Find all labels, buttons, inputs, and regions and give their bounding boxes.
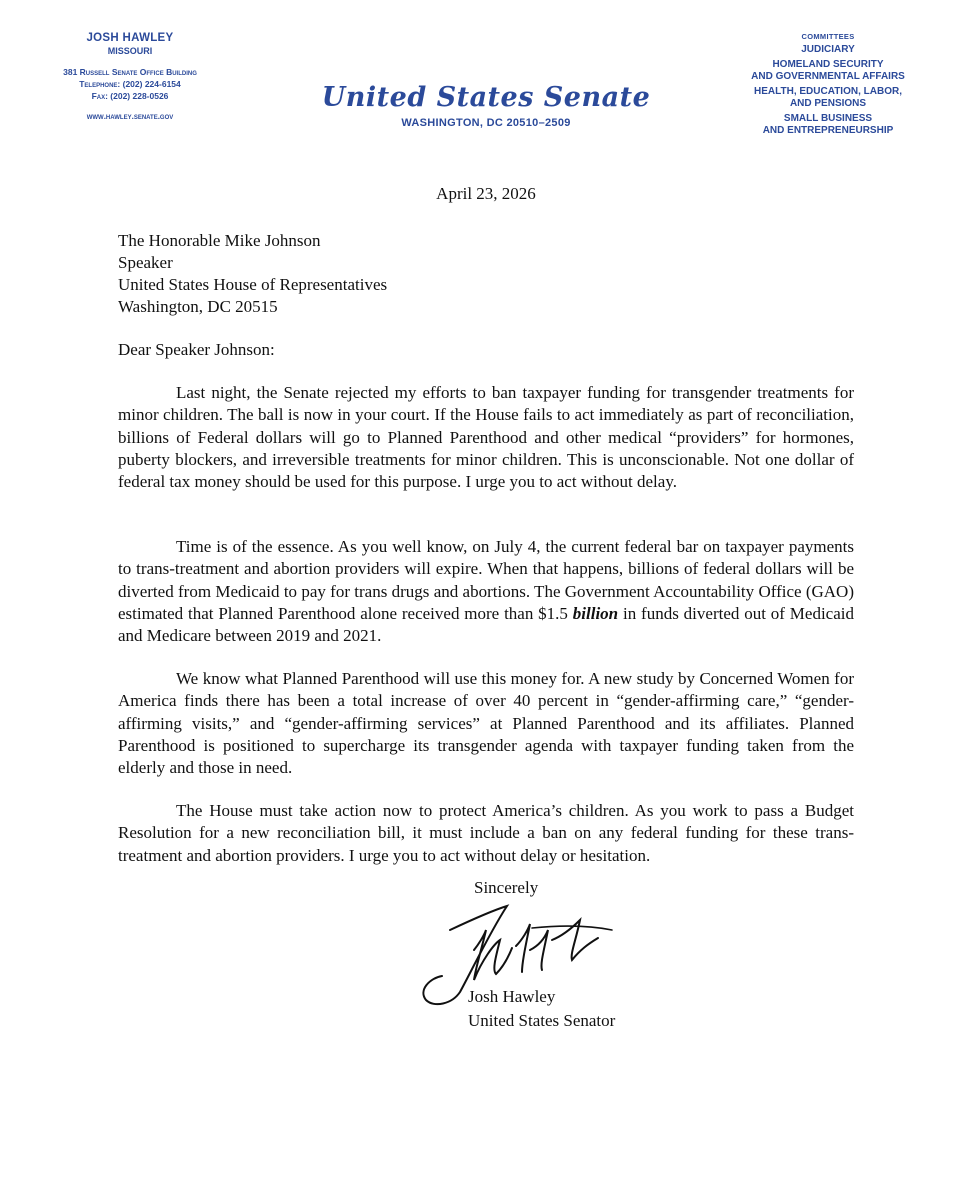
recipient-organization: United States House of Representatives xyxy=(118,275,388,294)
paragraph-4: The House must take action now to protect America’s children. As you work to pass a Budget Resolution for a new reconciliation bill, it must include a ban on any federal funding for these trans-treatment and abortion providers. I urge you to act without delay or hesitation. xyxy=(118,801,854,865)
signer-block xyxy=(468,985,615,1033)
office-website: www.hawley.senate.gov xyxy=(86,112,174,121)
senator-letterhead xyxy=(30,32,230,121)
paragraph-3: We know what Planned Parenthood will use this money for. A new study by Concerned Women for America finds there has been a total increase of over 40 percent in “gender-affirming care,” “gender-affirming visits,” and “gender-affirming services” at Planned Parenthood and its affiliates. Planned Parenthood is positioned to supercharge its transgender agenda with taxpayer funding taken from the elderly and those in need. xyxy=(118,669,854,778)
recipient-name: The Honorable Mike Johnson xyxy=(118,231,321,250)
recipient-title: Speaker xyxy=(118,253,173,272)
paragraph-1: Last night, the Senate rejected my efforts to ban taxpayer funding for transgender treatments for minor children. The ball is now in your court. If the House fails to act immediately as part of reconciliation, billions of Federal dollars will go to Planned Parenthood and other medical “providers” for hormones, puberty blockers, and irreversible treatments for minor children. This is unconscionable. Not one dollar of federal tax money should be used for this purpose. I urge you to act without delay. xyxy=(118,383,854,492)
signer-name: Josh Hawley xyxy=(468,987,556,1006)
recipient-address xyxy=(118,230,387,318)
signoff: Sincerely xyxy=(474,878,539,897)
office-address: 381 Russell Senate Office Building xyxy=(63,67,197,77)
letter-date: April 23, 2026 xyxy=(436,184,536,203)
paragraph-2-text-b: in funds diverted out of Medicaid and Medicare between 2019 and 2021. xyxy=(118,603,854,646)
paragraph-2 xyxy=(118,536,854,647)
recipient-city: Washington, DC 20515 xyxy=(118,297,278,316)
committee-homeland-security: HOMELAND SECURITY AND GOVERNMENTAL AFFAIRS xyxy=(751,59,905,82)
senator-state: MISSOURI xyxy=(107,46,153,56)
committees-label: COMMITTEES xyxy=(801,32,855,41)
signer-title: United States Senator xyxy=(468,1011,616,1030)
office-fax: Fax: (202) 228-0526 xyxy=(91,91,169,101)
salutation: Dear Speaker Johnson: xyxy=(118,340,275,359)
senate-title: United States Senate xyxy=(321,82,651,113)
senate-city: WASHINGTON, DC 20510–2509 xyxy=(401,117,571,129)
committee-small-business: SMALL BUSINESS AND ENTREPRENEURSHIP xyxy=(762,113,894,136)
senate-masthead xyxy=(300,82,672,129)
office-telephone: Telephone: (202) 224-6154 xyxy=(79,79,181,89)
committee-help: HEALTH, EDUCATION, LABOR, AND PENSIONS xyxy=(754,86,902,109)
committee-judiciary: JUDICIARY xyxy=(801,44,855,55)
senator-name: JOSH HAWLEY xyxy=(86,32,174,44)
paragraph-2-text-a: Time is of the essence. As you well know, on July 4, the current federal bar on taxpayer payments to trans-treatment and abortion providers will expire. When that happens, billions of federal dollars will be diverted from Medicaid to pay for trans drugs and abortions. The Government Accountability Office (GAO) estimated that Planned Parenthood alone received more than $1.5 xyxy=(118,537,854,623)
paragraph-2-emphasis: billion xyxy=(572,603,619,623)
committees-list xyxy=(728,32,928,137)
